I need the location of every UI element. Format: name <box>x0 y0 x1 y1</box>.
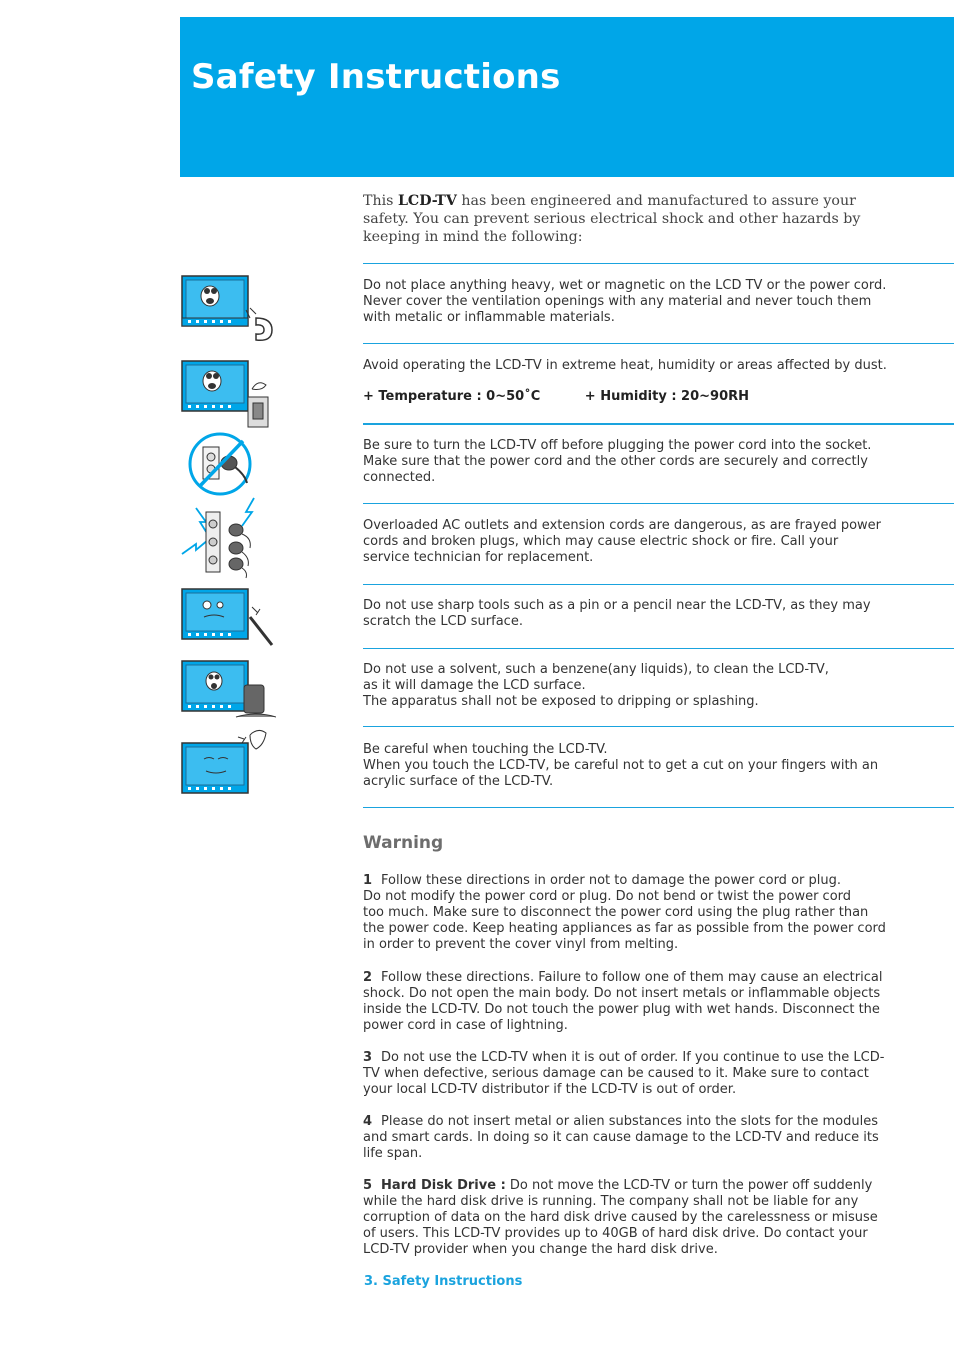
warning-item <box>363 1114 888 1162</box>
warning-number: 1 <box>363 873 373 888</box>
warning-text: Do not move the LCD-TV or turn the power off suddenly while the hard disk drive is running. The company shall not be liable for any corruption of data on the hard disk drive caused by the carelessness or misuse of users. This LCD-TV provides up to 40GB of hard disk drive. Do contact your LCD-TV provider when you change the hard disk drive. <box>363 1178 878 1257</box>
tv-finger-icon <box>180 725 276 801</box>
warning-item <box>363 1050 888 1098</box>
warning-lead: Hard Disk Drive : <box>381 1178 506 1193</box>
warning-title: Warning <box>363 833 444 853</box>
intro-product: LCD-TV <box>397 193 457 209</box>
instruction-item: Overloaded AC outlets and extension cords are dangerous, as are frayed power cords and broken plugs, which may cause electric shock or fire. Call your service technician for replacement. <box>363 518 882 565</box>
no-plug-icon <box>187 431 255 497</box>
divider <box>363 263 954 264</box>
temperature-spec: + Temperature : 0~50˚C <box>363 389 541 404</box>
tv-magnet-icon <box>180 274 276 342</box>
warning-text: Do not use the LCD-TV when it is out of order. If you continue to use the LCD-TV when defective, serious damage can be caused to it. Make sure to contact your local LCD-TV distributor if the LCD-TV is out of order. <box>363 1050 885 1097</box>
page-title: Safety Instructions <box>191 57 561 97</box>
intro-post: has been engineered and manufactured to assure your safety. You can prevent serious electrical shock and other hazards by keeping in mind the following: <box>363 193 861 245</box>
tv-pencil-icon <box>180 587 276 651</box>
divider <box>363 343 954 344</box>
warning-text: Follow these directions in order not to damage the power cord or plug. Do not modify the power cord or plug. Do not bend or twist the power cord too much. Make sure to disconnect the power cord using the plug rather than the power code. Keep heating appliances as far as possible from the power cord in order to prevent the cover vinyl from melting. <box>363 873 886 952</box>
warning-text: Follow these directions. Failure to follow one of them may cause an electrical shock. Do not open the main body. Do not insert metals or inflammable objects inside the LCD-TV. Do not touch the power plug with wet hands. Disconnect the power cord in case of lightning. <box>363 970 883 1033</box>
warning-item <box>363 970 888 1034</box>
overloaded-outlet-icon <box>180 496 260 580</box>
footer-section-label: 3. Safety Instructions <box>364 1274 523 1289</box>
intro-pre: This <box>363 193 398 209</box>
warning-item <box>363 873 888 953</box>
instruction-item: Be sure to turn the LCD-TV off before plugging the power cord into the socket. Make sure that the power cord and the other cords are securely and correctly connected. <box>363 438 872 485</box>
page-header <box>180 17 954 177</box>
instruction-item: Do not use sharp tools such as a pin or a pencil near the LCD-TV, as they may scratch the LCD surface. <box>363 598 871 629</box>
divider <box>363 584 954 585</box>
warning-text: Please do not insert metal or alien substances into the slots for the modules and smart cards. In doing so it can cause damage to the LCD-TV and reduce its life span. <box>363 1114 879 1161</box>
divider <box>363 648 954 649</box>
warning-number: 5 <box>363 1178 373 1193</box>
divider <box>363 807 954 808</box>
instruction-item: Do not use a solvent, such a benzene(any liquids), to clean the LCD-TV, as it will damage the LCD surface. The apparatus shall not be exposed to dripping or splashing. <box>363 662 829 709</box>
divider <box>363 423 954 425</box>
tv-solvent-icon <box>180 659 276 721</box>
divider <box>363 726 954 727</box>
warning-item <box>363 1178 888 1258</box>
humidity-spec: + Humidity : 20~90RH <box>584 389 750 404</box>
warning-number: 2 <box>363 970 373 985</box>
instruction-item: Avoid operating the LCD-TV in extreme heat, humidity or areas affected by dust. <box>363 358 887 373</box>
divider <box>363 503 954 504</box>
instruction-item: Be careful when touching the LCD-TV. When you touch the LCD-TV, be careful not to get a cut on your fingers with an acrylic surface of the LCD-TV. <box>363 742 879 789</box>
warning-number: 3 <box>363 1050 373 1065</box>
warning-number: 4 <box>363 1114 373 1129</box>
environment-specs <box>363 389 749 404</box>
tv-heat-icon <box>180 359 276 431</box>
instruction-item: Do not place anything heavy, wet or magnetic on the LCD TV or the power cord. Never cover the ventilation openings with any material and never touch them with metalic or inflammable materials. <box>363 278 887 325</box>
intro-paragraph <box>363 192 873 246</box>
